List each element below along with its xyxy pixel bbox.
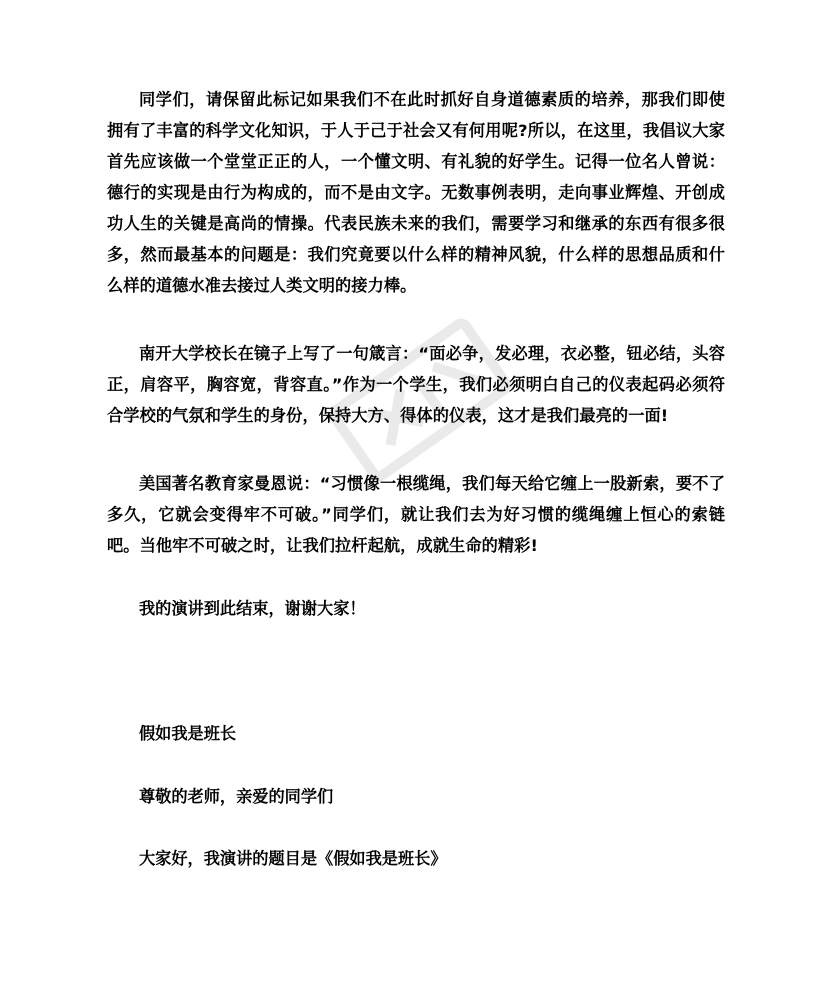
speech-salutation: 尊敬的老师，亲爱的同学们 <box>139 787 334 806</box>
paragraph-habit-quote: 美国著名教育家曼恩说：“习惯像一根缆绳，我们每天给它缠上一股新索，要不了多久，它就会变得牢不可破。”同学们，就让我们去为好习惯的缆绳缠上恒心的索链吧。当他牢不可破之时，让我们拉杆起航，成就生命的精彩! <box>107 474 725 555</box>
paragraph-nankai-motto: 南开大学校长在镜子上写了一句箴言：“面必争，发必理，衣必整，钮必结，头容正，肩容平，胸容宽，背容直。”作为一个学生，我们必须明白自己的仪表起码必须符合学校的气氛和学生的身份，保持大方、得体的仪表，这才是我们最亮的一面! <box>107 344 725 425</box>
paragraph-moral-education: 同学们，请保留此标记如果我们不在此时抓好自身道德素质的培养，那我们即使拥有了丰富的科学文化知识，于人于己于社会又有何用呢?所以，在这里，我倡议大家首先应该做一个堂堂正正的人，一个懂文明、有礼貌的好学生。记得一位名人曾说：德行的实现是由行为构成的，而不是由文字。无数事例表明，走向事业辉煌、开创成功人生的关键是高尚的情操。代表民族未来的我们，需要学习和继承的东西有很多很多，然而最基本的问题是：我们究竟要以什么样的精神风貌，什么样的思想品质和什么样的道德水准去接过人类文明的接力棒。 <box>107 90 725 295</box>
speech-title: 假如我是班长 <box>139 724 237 743</box>
speech-closing: 我的演讲到此结束，谢谢大家！ <box>139 599 366 618</box>
speech-opening: 大家好，我演讲的题目是《假如我是班长》 <box>139 849 447 868</box>
